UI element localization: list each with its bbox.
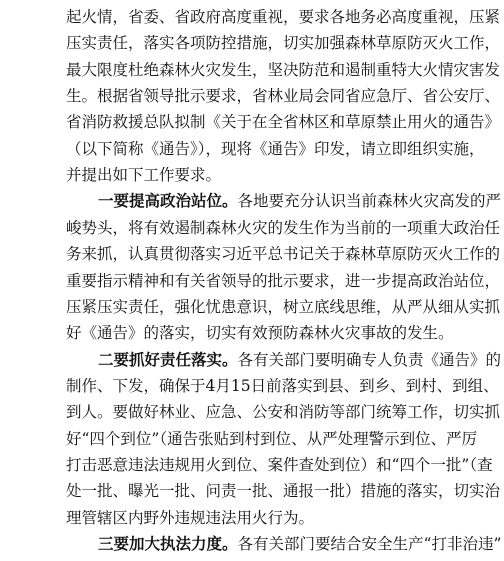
section-heading: 二要抓好责任落实。 <box>98 349 238 369</box>
text-line: 好“四个到位”（通告张贴到村到位、从严处理警示到位、严厉 <box>66 429 478 448</box>
text-line: 最大限度杜绝森林火灾发生，坚决防范和遏制重特大火情灾害发 <box>66 60 501 79</box>
section-heading: 一要提高政治站位。 <box>98 191 238 211</box>
text-line: 压紧压实责任，强化忧患意识，树立底线思维，从严从细从实抓 <box>66 297 501 316</box>
paragraph-first-line <box>0 188 504 214</box>
text-line: 峻势头，将有效遏制森林火灾的发生作为当前的一项重大政治任 <box>66 218 501 237</box>
text-line: 制作、下发，确保于4月15日前落实到县、到乡、到村、到组、 <box>66 376 499 395</box>
text-line: 省消防救援总队拟制《关于在全省林区和草原禁止用火的通告》 <box>66 113 501 132</box>
text-line: 好《通告》的落实，切实有效预防森林火灾事故的发生。 <box>66 324 454 343</box>
paragraph-first-line <box>0 531 504 557</box>
text-line: 生。根据省领导批示要求，省林业局会同省应急厅、省公安厅、 <box>66 87 501 106</box>
text-line: 到人。要做好林业、应急、公安和消防等部门统筹工作，切实抓 <box>66 403 501 422</box>
text-line: 压实责任，落实各项防控措施，切实加强森林草原防灭火工作， <box>66 34 501 53</box>
text-line: 务来抓，认真贯彻落实习近平总书记关于森林草原防灭火工作的 <box>66 245 501 264</box>
text-line: 重要指示精神和有关省领导的批示要求，进一步提高政治站位， <box>66 271 501 290</box>
text-run: 各有关部门要结合安全生产“打非治违” <box>237 535 502 553</box>
text-line: 理管辖区内野外违规违法用火行为。 <box>66 508 315 527</box>
text-line: 处一批、曝光一批、问责一批、通报一批）措施的落实，切实治 <box>66 482 501 501</box>
text-line: （以下简称《通告》），现将《通告》印发，请立即组织实施， <box>66 139 485 158</box>
text-line: 起火情，省委、省政府高度重视，要求各地务必高度重视，压紧 <box>66 8 501 26</box>
text-line: 并提出如下工作要求。 <box>66 166 222 185</box>
text-run: 各地要充分认识当前森林火灾高发的严 <box>237 192 502 211</box>
text-run: 各有关部门要明确专人负责《通告》的 <box>237 350 502 369</box>
text-line: 打击恶意违法违规用火到位、案件查处到位）和“四个一批”（查 <box>66 455 493 474</box>
paragraph-first-line <box>0 347 504 373</box>
section-heading: 三要加大执法力度。 <box>98 534 238 553</box>
